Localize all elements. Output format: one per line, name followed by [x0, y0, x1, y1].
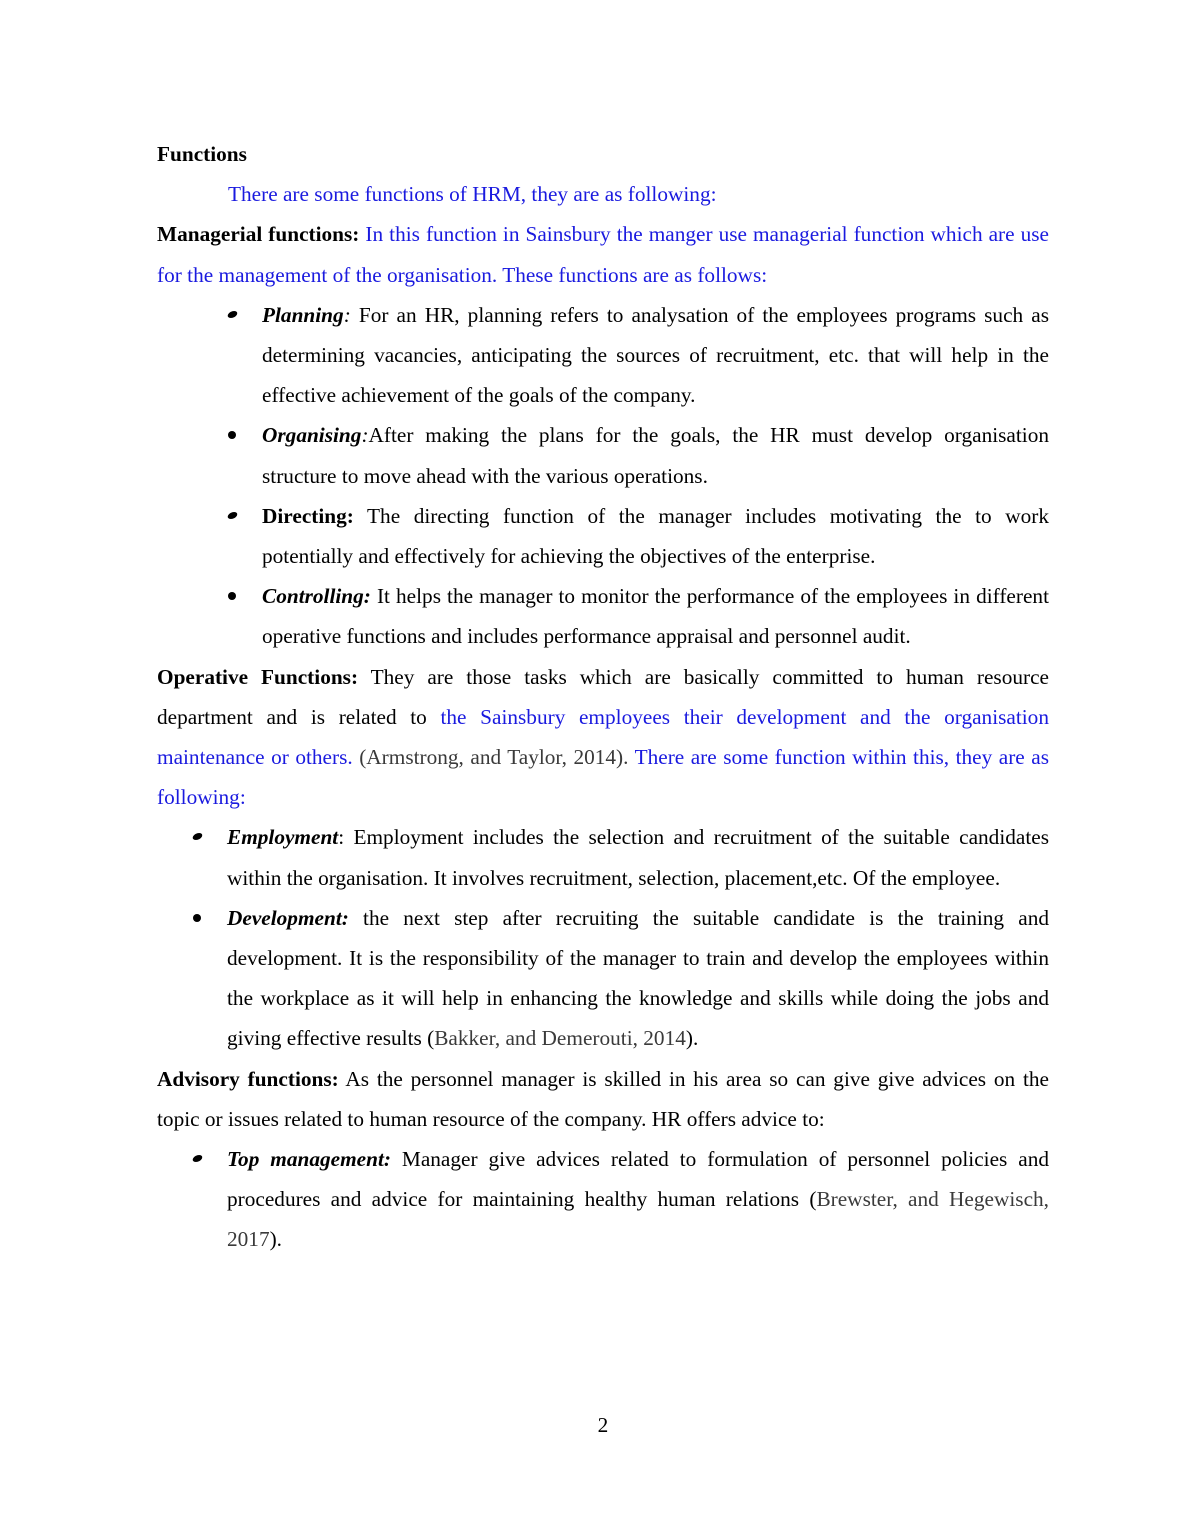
development-text: the next step after recruiting the suitable candidate is the training and development. It is the responsibility of the manager to train and develop the employees within the workplace as it will help in enhancing the knowledge and skills while doing the jobs and giving effective results (	[227, 905, 1049, 1051]
term-organising: Organising	[262, 423, 362, 448]
advisory-paragraph	[157, 1059, 1049, 1139]
list-item-development	[157, 898, 1049, 1059]
bullet-icon	[193, 914, 201, 922]
development-citation: Bakker, and Demerouti, 2014	[434, 1026, 686, 1051]
bullet-icon	[228, 431, 236, 439]
operative-text-1: They are those tasks which are basically committed to human resource department and is related to	[157, 664, 1049, 729]
bullet-icon	[228, 592, 236, 600]
term-separator: :	[343, 302, 351, 327]
directing-text: The directing function of the manager includes motivating the to work potentially and effectively for achieving the objectives of the enterprise.	[262, 503, 1049, 569]
managerial-paragraph	[157, 214, 1049, 294]
development-end: ).	[685, 1026, 699, 1051]
operative-text-2: the Sainsbury employees their development and the organisation maintenance or others.	[157, 704, 1049, 770]
section-heading: Functions	[157, 142, 247, 166]
bullet-icon	[226, 512, 238, 519]
planning-text: For an HR, planning refers to analysation of the employees programs such as determining vacancies, anticipating the sources of recruitment, etc. that will help in the effective achievement of the goals of the company.	[262, 302, 1049, 408]
top-management-text: Manager give advices related to formulation of personnel policies and procedures and advice for maintaining healthy human relations (	[227, 1147, 1049, 1212]
term-development: Development:	[227, 905, 349, 930]
list-item-planning	[157, 295, 1049, 416]
bullet-icon	[191, 1155, 203, 1162]
term-controlling: Controlling:	[262, 584, 371, 609]
operative-list	[157, 817, 1049, 1058]
operative-label: Operative Functions:	[157, 664, 359, 689]
top-management-end: ).	[269, 1227, 283, 1252]
managerial-list	[157, 295, 1049, 657]
top-management-citation: Brewster, and Hegewisch, 2017	[227, 1187, 1049, 1252]
operative-text-3: There are some function within this, they are as following:	[157, 745, 1049, 810]
term-top-management: Top management:	[227, 1147, 391, 1172]
organising-text: After making the plans for the goals, the HR must develop organisation structure to move ahead with the various operations.	[262, 423, 1049, 488]
advisory-list	[157, 1139, 1049, 1260]
controlling-text: It helps the manager to monitor the performance of the employees in different operative functions and includes performance appraisal and personnel audit.	[262, 584, 1049, 649]
list-item-top-management	[157, 1139, 1049, 1260]
list-item-organising	[157, 415, 1049, 495]
term-directing: Directing:	[262, 503, 354, 528]
managerial-text: In this function in Sainsbury the manger use managerial function which are use for the management of the organisation. These functions are as follows:	[157, 222, 1050, 287]
page-body	[157, 134, 1049, 1260]
list-item-employment	[157, 817, 1049, 897]
term-separator: :	[361, 423, 369, 448]
term-employment: Employment	[227, 825, 339, 850]
page-number: 2	[597, 1413, 609, 1437]
bullet-icon	[191, 833, 203, 840]
term-planning: Planning	[262, 302, 344, 327]
advisory-text: As the personnel manager is skilled in his area so can give give advices on the topic or issues related to human resource of the company. HR offers advice to:	[157, 1066, 1049, 1131]
operative-citation: (Armstrong, and Taylor, 2014).	[359, 745, 635, 770]
list-item-controlling	[157, 576, 1049, 656]
intro-paragraph: There are some functions of HRM, they are as following:	[228, 182, 717, 207]
bullet-icon	[226, 311, 238, 318]
employment-text: Employment includes the selection and recruitment of the suitable candidates within the organisation. It involves recruitment, selection, placement,etc. Of the employee.	[227, 825, 1049, 890]
managerial-label: Managerial functions:	[157, 222, 360, 247]
operative-paragraph	[157, 657, 1049, 818]
list-item-directing	[157, 496, 1049, 576]
advisory-label: Advisory functions:	[157, 1066, 339, 1091]
term-separator: :	[338, 825, 345, 850]
